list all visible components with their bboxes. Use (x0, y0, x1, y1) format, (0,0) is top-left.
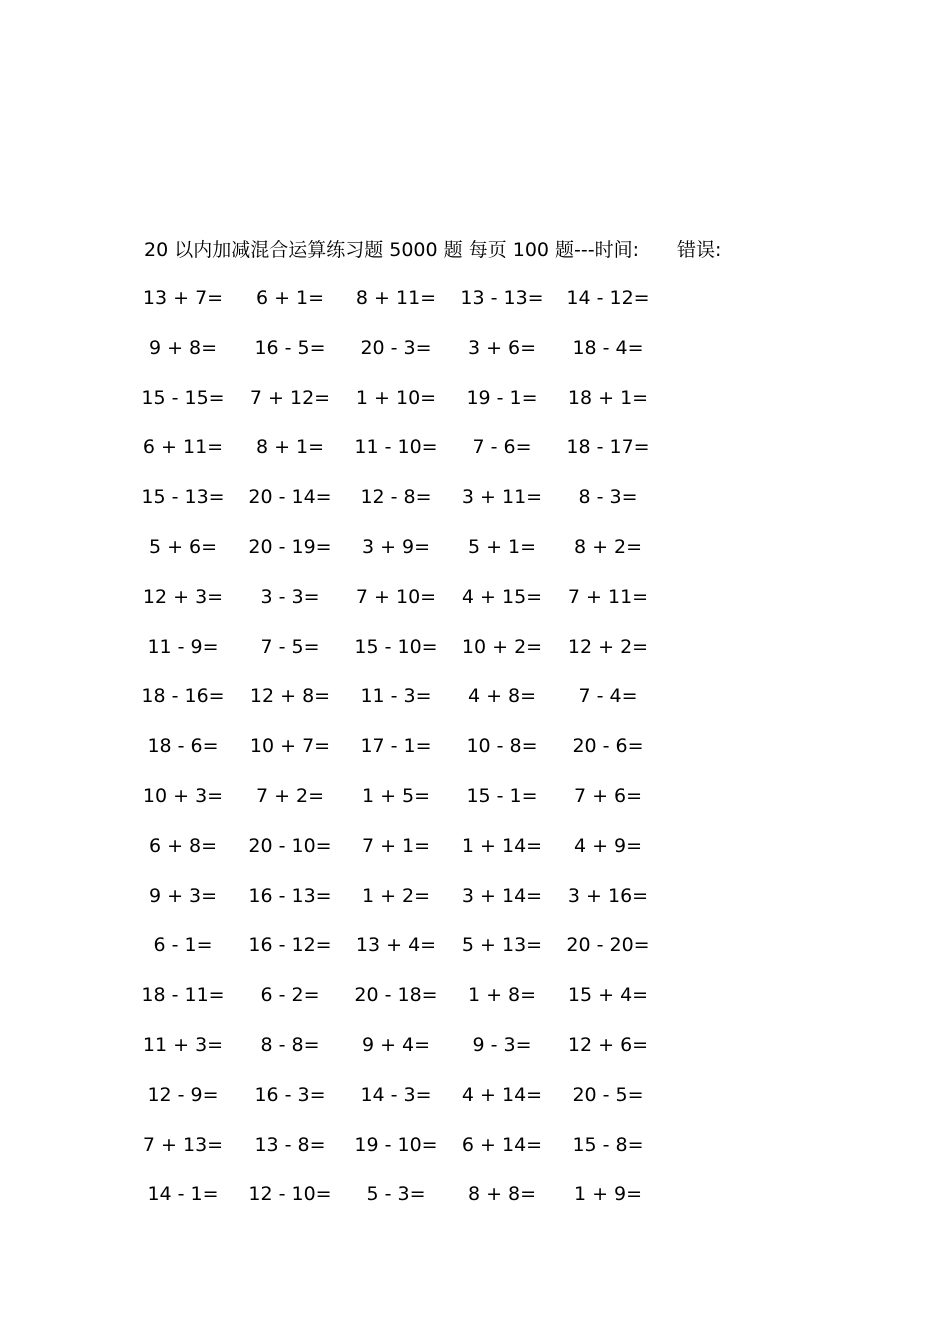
math-problem: 15 - 8= (572, 1133, 644, 1156)
math-problem: 6 - 1= (153, 934, 213, 957)
math-problem: 12 + 3= (142, 585, 224, 608)
problem-row (144, 882, 674, 932)
problem-row (144, 633, 674, 683)
math-problem: 16 - 13= (248, 884, 332, 907)
math-problem: 4 + 14= (461, 1083, 543, 1106)
math-problem: 7 + 12= (249, 386, 331, 409)
math-problem: 1 + 9= (573, 1183, 643, 1206)
math-problem: 7 + 10= (355, 585, 437, 608)
math-problem: 20 - 6= (572, 735, 644, 758)
math-problem: 18 - 17= (566, 436, 650, 459)
math-problem: 3 + 16= (567, 884, 649, 907)
math-problem: 4 + 9= (573, 834, 643, 857)
problem-grid (141, 284, 674, 1230)
math-problem: 10 + 2= (461, 635, 543, 658)
math-problem: 6 + 14= (461, 1133, 543, 1156)
math-problem: 18 - 6= (147, 735, 219, 758)
problem-row (144, 1031, 674, 1081)
math-problem: 11 - 10= (354, 436, 438, 459)
math-problem: 14 - 1= (147, 1183, 219, 1206)
math-problem: 14 - 12= (566, 287, 650, 309)
problem-row (144, 1131, 674, 1181)
math-problem: 19 - 1= (466, 386, 538, 409)
problem-row (141, 483, 674, 533)
math-problem: 4 + 8= (467, 685, 537, 708)
math-problem: 20 - 14= (248, 486, 332, 509)
math-problem: 8 + 2= (573, 535, 643, 558)
math-problem: 7 - 5= (260, 635, 320, 658)
math-problem: 12 - 9= (147, 1083, 219, 1106)
math-problem: 5 - 3= (366, 1183, 426, 1206)
math-problem: 8 - 8= (260, 1033, 320, 1056)
problem-row (141, 682, 674, 732)
math-problem: 10 - 8= (466, 735, 538, 758)
math-problem: 20 - 18= (354, 984, 438, 1007)
math-problem: 3 + 6= (467, 336, 537, 359)
math-problem: 20 - 20= (566, 934, 650, 957)
math-problem: 13 - 13= (460, 287, 544, 309)
errors-label: 错误: (677, 239, 722, 261)
math-problem: 6 - 2= (260, 984, 320, 1007)
math-problem: 12 + 6= (567, 1033, 649, 1056)
worksheet-title: 20 以内加减混合运算练习题 5000 题 每页 100 题---时间: (144, 239, 640, 261)
math-problem: 6 + 1= (255, 287, 325, 309)
math-problem: 7 + 2= (255, 784, 325, 807)
math-problem: 7 - 6= (472, 436, 532, 459)
math-problem: 8 - 3= (578, 486, 638, 509)
problem-row (144, 931, 674, 981)
math-problem: 1 + 10= (355, 386, 437, 409)
math-problem: 5 + 1= (467, 535, 537, 558)
math-problem: 3 + 9= (361, 535, 431, 558)
math-problem: 9 - 3= (472, 1033, 532, 1056)
math-problem: 1 + 5= (361, 784, 431, 807)
problem-row (144, 832, 674, 882)
problem-row (141, 981, 674, 1031)
math-problem: 20 - 10= (248, 834, 332, 857)
problem-row (144, 732, 674, 782)
math-problem: 9 + 8= (148, 336, 218, 359)
math-problem: 16 - 3= (254, 1083, 326, 1106)
problem-row (144, 782, 674, 832)
problem-row (144, 1180, 674, 1230)
math-problem: 20 - 3= (360, 336, 432, 359)
math-problem: 11 - 3= (360, 685, 432, 708)
math-problem: 1 + 14= (461, 834, 543, 857)
math-problem: 14 - 3= (360, 1083, 432, 1106)
math-problem: 13 + 7= (142, 287, 224, 309)
math-problem: 3 + 14= (461, 884, 543, 907)
problem-row (144, 533, 674, 583)
math-problem: 12 + 8= (249, 685, 331, 708)
math-problem: 9 + 3= (148, 884, 218, 907)
math-problem: 20 - 19= (248, 535, 332, 558)
math-problem: 16 - 5= (254, 336, 326, 359)
math-problem: 15 - 13= (141, 486, 225, 509)
problem-row (141, 384, 674, 434)
math-problem: 8 + 8= (467, 1183, 537, 1206)
math-problem: 13 + 4= (355, 934, 437, 957)
math-problem: 1 + 2= (361, 884, 431, 907)
math-problem: 15 - 1= (466, 784, 538, 807)
math-problem: 7 + 6= (573, 784, 643, 807)
math-problem: 18 - 16= (141, 685, 225, 708)
math-problem: 11 - 9= (147, 635, 219, 658)
math-problem: 6 + 11= (142, 436, 224, 459)
math-problem: 11 + 3= (142, 1033, 224, 1056)
problem-row (144, 284, 674, 334)
math-problem: 1 + 8= (467, 984, 537, 1007)
math-problem: 7 + 1= (361, 834, 431, 857)
math-problem: 18 + 1= (567, 386, 649, 409)
math-problem: 5 + 6= (148, 535, 218, 558)
math-problem: 8 + 1= (255, 436, 325, 459)
math-problem: 7 - 4= (578, 685, 638, 708)
math-problem: 13 - 8= (254, 1133, 326, 1156)
math-problem: 12 - 8= (360, 486, 432, 509)
problem-row (144, 433, 674, 483)
math-problem: 15 - 15= (141, 386, 225, 409)
math-problem: 9 + 4= (361, 1033, 431, 1056)
problem-row (144, 1081, 674, 1131)
math-problem: 17 - 1= (360, 735, 432, 758)
math-problem: 10 + 7= (249, 735, 331, 758)
math-problem: 19 - 10= (354, 1133, 438, 1156)
math-problem: 16 - 12= (248, 934, 332, 957)
math-problem: 8 + 11= (355, 287, 437, 309)
worksheet-header (144, 236, 721, 264)
math-problem: 12 + 2= (567, 635, 649, 658)
math-problem: 15 - 10= (354, 635, 438, 658)
math-problem: 18 - 11= (141, 984, 225, 1007)
math-problem: 15 + 4= (567, 984, 649, 1007)
math-problem: 10 + 3= (142, 784, 224, 807)
math-problem: 4 + 15= (461, 585, 543, 608)
math-problem: 7 + 11= (567, 585, 649, 608)
math-problem: 5 + 13= (461, 934, 543, 957)
problem-row (144, 334, 674, 384)
math-problem: 6 + 8= (148, 834, 218, 857)
math-problem: 3 - 3= (260, 585, 320, 608)
math-problem: 18 - 4= (572, 336, 644, 359)
math-problem: 3 + 11= (461, 486, 543, 509)
math-problem: 12 - 10= (248, 1183, 332, 1206)
problem-row (144, 583, 674, 633)
math-problem: 20 - 5= (572, 1083, 644, 1106)
math-problem: 7 + 13= (142, 1133, 224, 1156)
